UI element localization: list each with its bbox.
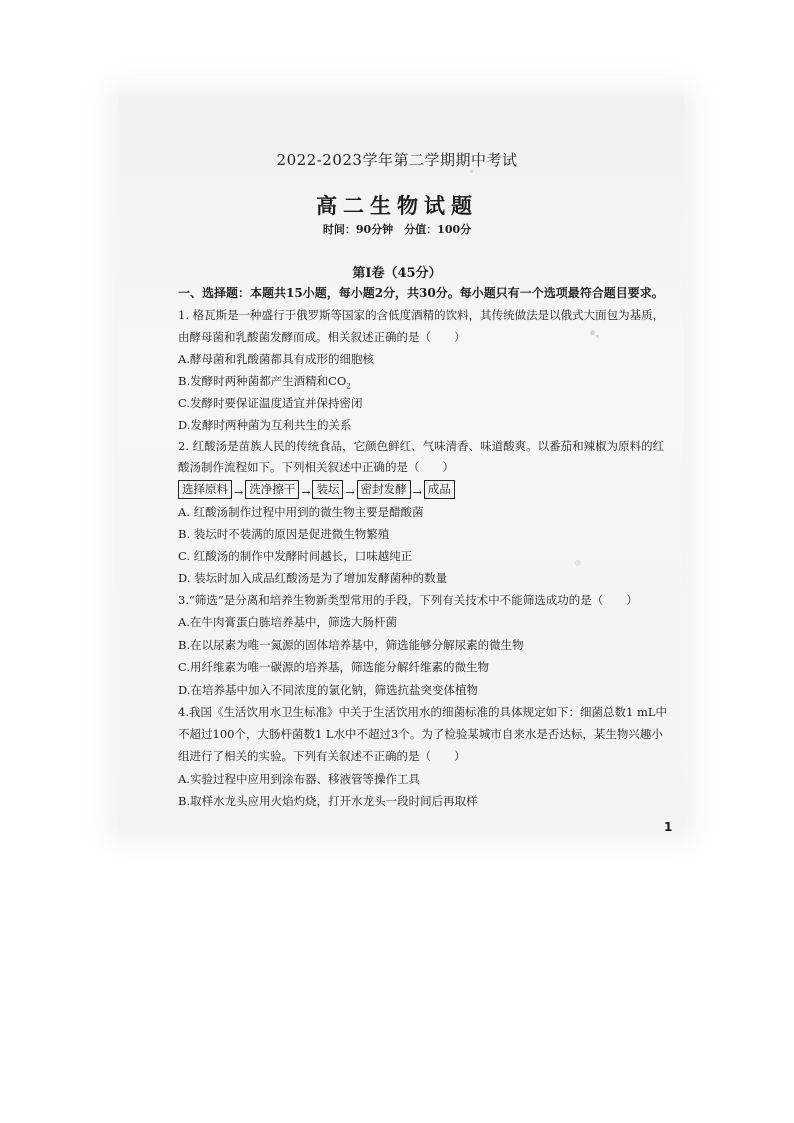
q4-stem-line2: 不超过100个，大肠杆菌数1 L水中不超过3个。为了检验某城市自来水是否达标，某生物兴趣小 (178, 727, 663, 741)
page-number: 1 (664, 820, 673, 834)
flow-step-select: 选择原料 (178, 480, 232, 499)
flow-step-ferment: 密封发酵 (357, 480, 411, 499)
q2-option-b: B. 装坛时不装满的原因是促进微生物繁殖 (178, 527, 390, 541)
q2-stem-line1: 2. 红酸汤是苗族人民的传统食品，它颜色鲜红、气味清香、味道酸爽。以番茄和辣椒为原料的红 (178, 439, 665, 453)
q2-stem-line2: 酸汤制作流程如下。下列相关叙述中正确的是（ ） (178, 460, 454, 474)
subject-title: 高二生物试题 (316, 193, 478, 218)
q3-stem: 3.“筛选”是分离和培养生物新类型常用的手段，下列有关技术中不能筛选成功的是（ ） (178, 593, 638, 607)
flow-step-wash: 洗净擦干 (245, 480, 299, 499)
q3-option-d: D.在培养基中加入不同浓度的氯化钠，筛选抗盐突变体植物 (178, 683, 478, 697)
flow-arrow: → (234, 485, 244, 499)
q4-stem-line1: 4.我国《生活饮用水卫生标准》中关于生活饮用水的细菌标准的具体规定如下：细菌总数1 mL中 (178, 705, 667, 719)
flow-step-jar: 装坛 (312, 480, 343, 499)
q1-option-c: C.发酵时要保证温度适宜并保持密闭 (178, 396, 363, 410)
q4-option-b: B.取样水龙头应用火焰灼烧，打开水龙头一段时间后再取样 (178, 794, 478, 808)
q2-option-a: A. 红酸汤制作过程中用到的微生物主要是醋酸菌 (178, 505, 424, 519)
time-score-info: 时间：90分钟 分值：100分 (322, 223, 472, 236)
q3-option-b: B.在以尿素为唯一氮源的固体培养基中，筛选能够分解尿素的微生物 (178, 638, 524, 652)
exam-title: 2022-2023学年第二学期期中考试 (276, 151, 518, 169)
q2-option-d: D. 装坛时加入成品红酸汤是为了增加发酵菌种的数量 (178, 571, 448, 585)
q4-option-a: A.实验过程中应用到涂布器、移液管等操作工具 (178, 772, 420, 786)
q1-stem-line2: 由酵母菌和乳酸菌发酵而成。相关叙述正确的是（ ） (178, 330, 466, 344)
q1-stem-line1: 1. 格瓦斯是一种盛行于俄罗斯等国家的含低度酒精的饮料，其传统做法是以俄式大面包为基质， (178, 308, 665, 322)
part-heading: 第Ⅰ卷（45分） (352, 266, 442, 281)
q1-option-b (178, 373, 351, 390)
q1-option-d: D.发酵时两种菌为互利共生的关系 (178, 418, 352, 432)
q3-option-c: C.用纤维素为唯一碳源的培养基，筛选能分解纤维素的微生物 (178, 660, 490, 674)
flow-arrow: → (301, 485, 311, 499)
q1-option-b-subscript: 2 (346, 382, 351, 391)
q1-option-b-text: B.发酵时两种菌都产生酒精和CO (178, 374, 347, 388)
section-instructions: 一、选择题：本题共15小题，每小题2分，共30分。每小题只有一个选项最符合题目要求。 (178, 286, 664, 300)
q1-option-a: A.酵母菌和乳酸菌都具有成形的细胞核 (178, 352, 374, 366)
q2-option-c: C. 红酸汤的制作中发酵时间越长，口味越纯正 (178, 549, 413, 563)
q2-process-flow (178, 479, 455, 499)
q3-option-a: A.在牛肉膏蛋白胨培养基中，筛选大肠杆菌 (178, 615, 397, 629)
flow-step-product: 成品 (424, 480, 455, 499)
q4-stem-line3: 组进行了相关的实验。下列有关叙述不正确的是（ ） (178, 749, 466, 763)
flow-arrow: → (345, 485, 355, 499)
flow-arrow: → (412, 485, 422, 499)
